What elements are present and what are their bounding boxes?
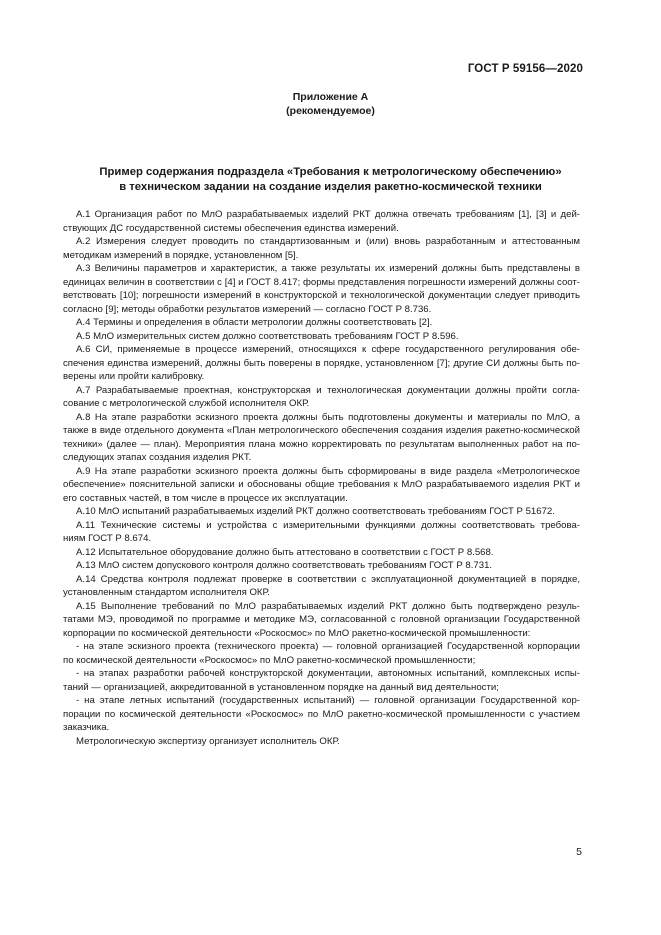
text-line: обеспечение» пояснительной записки и обоснованы общие требования к МлО разрабатываемого изделия РКТ и (63, 479, 580, 490)
text-line: А.8 На этапе разработки эскизного проекта должны быть подготовлены документы и материалы по МлО, а (76, 411, 580, 423)
annex-title: Приложение А (292, 91, 369, 103)
text-line: порации по космической деятельности «Роскосмос» по МлО ракетно-космической промышленности с участием (63, 708, 580, 720)
text-line: ствующих ДС государственной системы обеспечения единства измерений. (63, 222, 399, 234)
text-line: А.14 Средства контроля подлежат проверке в соответствии с эксплуатационной документацией в порядке, (76, 573, 580, 585)
standard-header: ГОСТ Р 59156—2020 (467, 63, 583, 75)
page-number: 5 (576, 846, 582, 858)
text-line: верены или пройти калибровку. (63, 371, 205, 382)
text-line: Метрологическую экспертизу организует исполнитель ОКР. (76, 735, 340, 747)
text-line: заказчика. (63, 722, 110, 733)
text-line: А.12 Испытательное оборудование должно быть аттестовано в соответствии с ГОСТ Р 8.568. (76, 546, 494, 558)
text-line: - на этапе эскизного проекта (технического проекта) — головной организацией Государственной корпорации (76, 641, 580, 652)
text-line: А.6 СИ, применяемые в процессе измерений, относящихся к сфере государственного регулирования обе- (76, 344, 580, 355)
annex-heading (0, 90, 661, 118)
text-line: А.2 Измерения следует проводить по стандартизованным и (или) вновь разработанным и аттестованным (76, 236, 580, 247)
text-line: А.15 Выполнение требований по МлО разрабатываемых изделий РКТ должно быть подтверждено резуль- (76, 600, 580, 612)
body-text (63, 208, 580, 748)
text-line: А.7 Разрабатываемые проектная, конструкторская и технологическая документации должны пройти согла- (76, 384, 580, 396)
text-line: также в виде отдельного документа «План метрологического обеспечения создания изделия ракетно-космической (63, 425, 580, 436)
section-title-line-2: в техническом задании на создание изделия ракетно-космической техники (119, 181, 542, 193)
text-line: согласно [9]; методы обработки результатов измерений — согласно ГОСТ Р 8.736. (63, 303, 432, 315)
text-line: - на этапах разработки рабочей конструкторской документации, автономных испытаний, комплексных испы- (76, 668, 580, 679)
section-title-line-1: Пример содержания подраздела «Требования к метрологическому обеспечению» (99, 166, 562, 178)
text-line: ниям ГОСТ Р 8.674. (63, 533, 152, 544)
text-line: следующих этапах создания изделия РКТ. (63, 452, 252, 463)
text-line: установленным стандартом исполнителя ОКР. (63, 587, 270, 598)
text-line: методикам измерений в порядке, установленном [5]. (63, 249, 299, 261)
text-line: А.9 На этапе разработки эскизного проекта должны быть сформированы в виде раздела «Метрологическое (76, 465, 580, 477)
text-line: техники» (далее — план). Мероприятия плана можно корректировать по результатам выполненных работ на по- (63, 438, 580, 450)
text-line: спечения единства измерений, должны быть поверены в порядке, установленном [7]; другие СИ должны быть по- (63, 357, 580, 369)
text-line: единицах величин в соответствии с [4] и ГОСТ 8.417; формы представления погрешности измерений должны соот- (63, 276, 580, 288)
text-line: ветствовать [10]; погрешности измерений в конструкторской и технологической документации следует приводить (63, 290, 580, 301)
text-line: по космической деятельности «Роскосмос» по МлО ракетно-космической промышленности; (63, 654, 476, 666)
text-line: А.11 Технические системы и устройства с измерительными функциями должны соответствовать требова- (76, 519, 580, 531)
text-line: сование с метрологической службой исполнителя ОКР. (63, 398, 310, 409)
text-line: таний — организацией, аккредитованной в установленном порядке на данный вид деятельности; (63, 681, 499, 693)
text-line: А.1 Организация работ по МлО разрабатываемых изделий РКТ должна отвечать требованиям [1], [3] и дей- (76, 209, 580, 220)
text-line: А.3 Величины параметров и характеристик, а также результаты их измерений должны быть представлены в (76, 263, 580, 274)
text-line: его составных частей, в том числе в процессе их эксплуатации. (63, 492, 348, 504)
text-line: А.4 Термины и определения в области метрологии должны соответствовать [2]. (76, 317, 433, 328)
text-line: - на этапе летных испытаний (государственных испытаний) — головной организации Государственной кор- (76, 695, 580, 706)
text-line: А.10 МлО испытаний разрабатываемых изделий РКТ должно соответствовать требованиям ГОСТ Р 51672. (76, 506, 555, 517)
annex-status: (рекомендуемое) (286, 105, 375, 117)
text-line: татами МЭ, проводимой по программе и методике МЭ, согласованной с головной организации Государственной (63, 614, 580, 625)
section-title (0, 165, 661, 195)
text-line: А.13 МлО систем допускового контроля должно соответствовать требованиям ГОСТ Р 8.731. (76, 560, 493, 571)
text-line: корпорации по космической деятельности «Роскосмос» по МлО ракетно-космической промышленности: (63, 627, 531, 639)
text-line: А.5 МлО измерительных систем должно соответствовать требованиям ГОСТ Р 8.596. (76, 330, 459, 342)
